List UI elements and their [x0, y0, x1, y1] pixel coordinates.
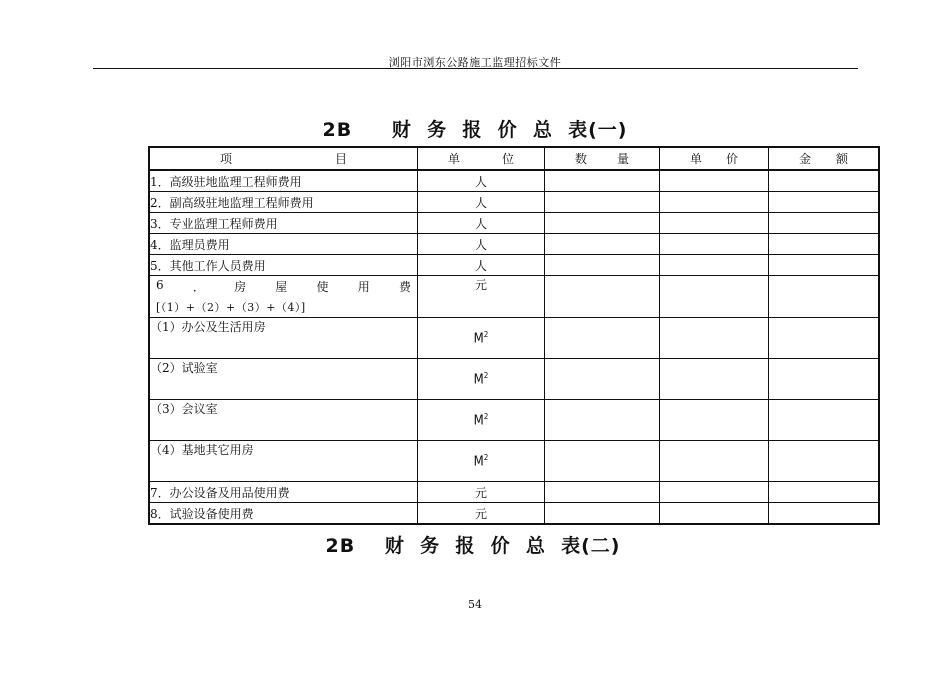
item-cell: 3．专业监理工程师费用 — [149, 213, 418, 234]
item-cell: 5．其他工作人员费用 — [149, 255, 418, 276]
title-code: 2B — [322, 119, 353, 141]
title-code: 2B — [325, 535, 356, 557]
item-line-1 — [156, 278, 411, 295]
item-cell: （4）基地其它用房 — [149, 441, 418, 482]
unit-text: M — [473, 413, 484, 429]
amount-cell — [769, 318, 880, 359]
title-char: 务 — [420, 535, 441, 557]
unit-cell: 人 — [418, 170, 545, 192]
unit-superscript: 2 — [483, 370, 489, 380]
unit-superscript: 2 — [483, 411, 489, 421]
header-quantity-char: 数 — [575, 152, 588, 166]
quantity-cell — [545, 192, 660, 213]
unit-price-cell — [660, 482, 769, 503]
item-cell — [149, 276, 418, 318]
title-char: 价 — [490, 535, 511, 557]
item-cell: （1）办公及生活用房 — [149, 318, 418, 359]
table-row — [149, 213, 879, 234]
unit-price-cell — [660, 255, 769, 276]
table-row — [149, 234, 879, 255]
unit-cell — [418, 400, 545, 441]
quantity-cell — [545, 255, 660, 276]
amount-cell — [769, 441, 880, 482]
table-row — [149, 170, 879, 192]
unit-price-cell — [660, 192, 769, 213]
item-cell: 2．副高级驻地监理工程师费用 — [149, 192, 418, 213]
title-char: 务 — [427, 119, 448, 141]
item-part: 6 — [156, 278, 164, 292]
table-row — [149, 276, 879, 318]
page-number: 54 — [468, 598, 482, 611]
table-title-2 — [0, 531, 948, 558]
header-unit — [418, 147, 545, 170]
quantity-cell — [545, 359, 660, 400]
quantity-cell — [545, 482, 660, 503]
amount-cell — [769, 255, 880, 276]
table-row — [149, 441, 879, 482]
unit-cell: 人 — [418, 213, 545, 234]
header-quantity — [545, 147, 660, 170]
financial-quote-table — [148, 146, 880, 525]
unit-price-cell — [660, 318, 769, 359]
unit-cell: 人 — [418, 255, 545, 276]
unit-price-cell — [660, 170, 769, 192]
amount-cell — [769, 213, 880, 234]
unit-price-cell — [660, 234, 769, 255]
quantity-cell — [545, 213, 660, 234]
header-unit-price — [660, 147, 769, 170]
header-unit-char: 位 — [501, 152, 514, 166]
header-rule — [93, 68, 858, 69]
item-part: 屋 — [275, 280, 288, 294]
unit-text: M — [473, 331, 484, 347]
unit-text: M — [473, 372, 484, 388]
item-part: 房 — [234, 280, 247, 294]
header-unit-char: 单 — [448, 152, 461, 166]
title-char: 报 — [455, 535, 476, 557]
title-char: 总 — [525, 535, 546, 557]
quantity-cell — [545, 170, 660, 192]
title-char: 报 — [462, 119, 483, 141]
unit-price-cell — [660, 213, 769, 234]
running-header: 浏阳市浏东公路施工监理招标文件 — [388, 56, 562, 69]
unit-cell: 元 — [418, 276, 545, 318]
header-amount — [769, 147, 880, 170]
unit-price-cell — [660, 441, 769, 482]
header-amount-char: 额 — [835, 152, 848, 166]
unit-price-cell — [660, 503, 769, 525]
item-part: 使 — [316, 280, 329, 294]
item-cell: 8．试验设备使用费 — [149, 503, 418, 525]
amount-cell — [769, 482, 880, 503]
item-part: 费 — [398, 280, 411, 294]
table-title-1 — [0, 115, 950, 142]
table-row — [149, 503, 879, 525]
quantity-cell — [545, 503, 660, 525]
amount-cell — [769, 170, 880, 192]
header-item-char: 项 — [220, 152, 233, 166]
header-item-char: 目 — [334, 152, 347, 166]
item-part: ． — [192, 280, 205, 294]
item-cell: 1．高级驻地监理工程师费用 — [149, 170, 418, 192]
unit-cell — [418, 441, 545, 482]
header-price-char: 价 — [725, 152, 738, 166]
table-row — [149, 400, 879, 441]
title-char: 总 — [532, 119, 553, 141]
unit-price-cell — [660, 400, 769, 441]
amount-cell — [769, 503, 880, 525]
item-cell: 7．办公设备及用品使用费 — [149, 482, 418, 503]
title-char: 表(一) — [568, 119, 628, 141]
item-part: 用 — [357, 280, 370, 294]
title-char: 财 — [384, 535, 405, 557]
table-row — [149, 192, 879, 213]
item-cell: （2）试验室 — [149, 359, 418, 400]
amount-cell — [769, 400, 880, 441]
unit-price-cell — [660, 276, 769, 318]
unit-text: M — [473, 454, 484, 470]
title-char: 表(二) — [561, 535, 621, 557]
table-row — [149, 318, 879, 359]
table-row — [149, 482, 879, 503]
table-row — [149, 255, 879, 276]
quantity-cell — [545, 441, 660, 482]
amount-cell — [769, 276, 880, 318]
quantity-cell — [545, 276, 660, 318]
header-amount-char: 金 — [799, 152, 812, 166]
unit-price-cell — [660, 359, 769, 400]
item-cell: 4．监理员费用 — [149, 234, 418, 255]
unit-cell: 人 — [418, 234, 545, 255]
amount-cell — [769, 234, 880, 255]
amount-cell — [769, 359, 880, 400]
unit-cell — [418, 359, 545, 400]
unit-superscript: 2 — [483, 452, 489, 462]
title-char: 价 — [497, 119, 518, 141]
unit-cell: 元 — [418, 503, 545, 525]
table-header-row — [149, 147, 879, 170]
unit-superscript: 2 — [483, 329, 489, 339]
table-row — [149, 359, 879, 400]
unit-cell — [418, 318, 545, 359]
item-line-2: [（1）+（2）+（3）+（4）] — [156, 301, 306, 314]
item-cell: （3）会议室 — [149, 400, 418, 441]
amount-cell — [769, 192, 880, 213]
quantity-cell — [545, 318, 660, 359]
header-price-char: 单 — [690, 152, 703, 166]
unit-cell: 元 — [418, 482, 545, 503]
unit-cell: 人 — [418, 192, 545, 213]
title-char: 财 — [391, 119, 412, 141]
header-item — [149, 147, 418, 170]
header-quantity-char: 量 — [616, 152, 629, 166]
quantity-cell — [545, 400, 660, 441]
quantity-cell — [545, 234, 660, 255]
